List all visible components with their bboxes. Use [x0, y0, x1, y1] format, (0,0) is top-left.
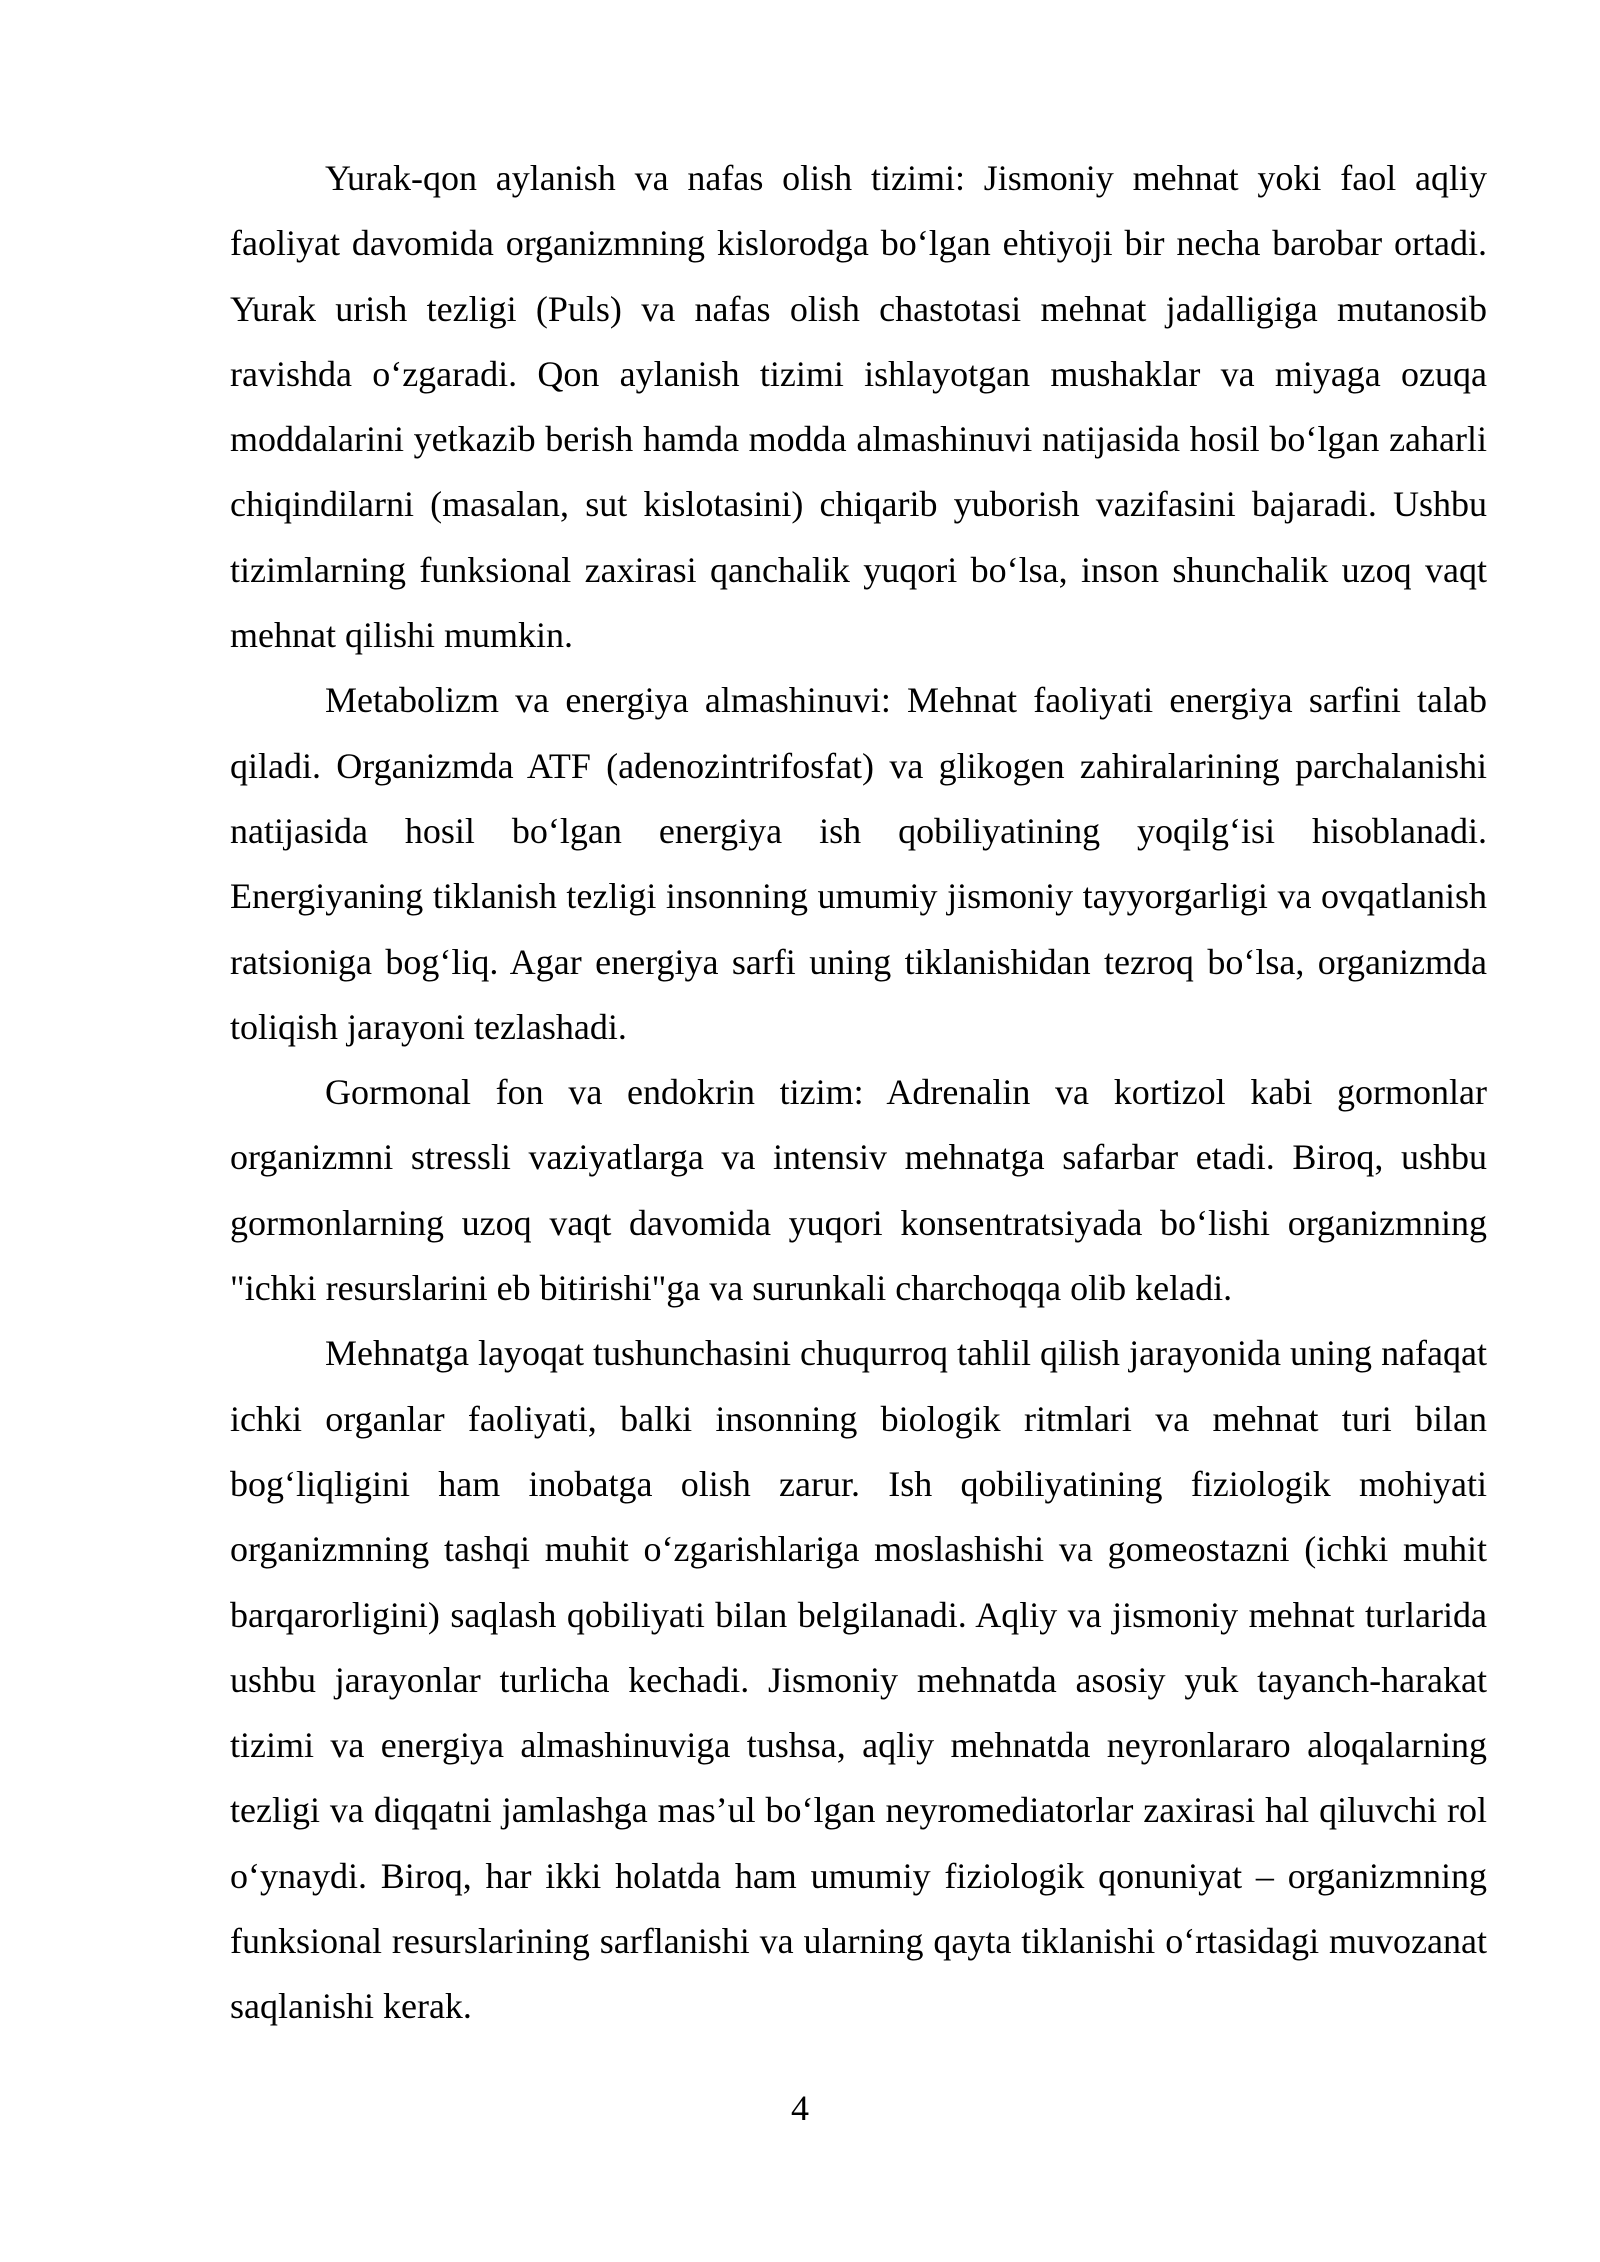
- paragraph-metabolism: Metabolizm va energiya almashinuvi: Mehnat faoliyati energiya sarfini talab qiladi. Organizmda ATF (adenozintrifosfat) va glikogen zahiralarining parchalanishi natijasida hosil bo‘lgan energiya ish qobiliyatining yoqilg‘isi hisoblanadi. Energiyaning tiklanish tezligi insonning umumiy jismoniy tayyorgarligi va ovqatlanish ratsioniga bog‘liq. Agar energiya sarfi uning tiklanishidan tezroq bo‘lsa, organizmda toliqish jarayoni tezlashadi.: [230, 680, 1487, 1047]
- paragraph-work-capacity: Mehnatga layoqat tushunchasini chuqurroq tahlil qilish jarayonida uning nafaqat ichki organlar faoliyati, balki insonning biologik ritmlari va mehnat turi bilan bog‘liqligini ham inobatga olish zarur. Ish qobiliyatining fiziologik mohiyati organizmning tashqi muhit o‘zgarishlariga moslashishi va gomeostazni (ichki muhit barqarorligini) saqlash qobiliyati bilan belgilanadi. Aqliy va jismoniy mehnat turlarida ushbu jarayonlar turlicha kechadi. Jismoniy mehnatda asosiy yuk tayanch-harakat tizimi va energiya almashinuviga tushsa, aqliy mehnatda neyronlararo aloqalarning tezligi va diqqatni jamlashga mas’ul bo‘lgan neyromediatorlar zaxirasi hal qiluvchi rol o‘ynaydi. Biroq, har ikki holatda ham umumiy fiziologik qonuniyat – organizmning funksional resurslarining sarflanishi va ularning qayta tiklanishi o‘rtasidagi muvozanat saqlanishi kerak.: [230, 1333, 1487, 2027]
- paragraph-hormonal: Gormonal fon va endokrin tizim: Adrenalin va kortizol kabi gormonlar organizmni stressli vaziyatlarga va intensiv mehnatga safarbar etadi. Biroq, ushbu gormonlarning uzoq vaqt davomida yuqori konsentratsiyada bo‘lishi organizmning "ichki resurslarini eb bitirishi"ga va surunkali charchoqqa olib keladi.: [230, 1072, 1487, 1309]
- text-body: [230, 146, 1487, 2040]
- paragraph-cardiovascular: Yurak-qon aylanish va nafas olish tizimi: Jismoniy mehnat yoki faol aqliy faoliyat davomida organizmning kislorodga bo‘lgan ehtiyoji bir necha barobar ortadi. Yurak urish tezligi (Puls) va nafas olish chastotasi mehnat jadalligiga mutanosib ravishda o‘zgaradi. Qon aylanish tizimi ishlayotgan mushaklar va miyaga ozuqa moddalarini yetkazib berish hamda modda almashinuvi natijasida hosil bo‘lgan zaharli chiqindilarni (masalan, sut kislotasini) chiqarib yuborish vazifasini bajaradi. Ushbu tizimlarning funksional zaxirasi qanchalik yuqori bo‘lsa, inson shunchalik uzoq vaqt mehnat qilishi mumkin.: [230, 158, 1487, 656]
- page-number: 4: [791, 2088, 809, 2128]
